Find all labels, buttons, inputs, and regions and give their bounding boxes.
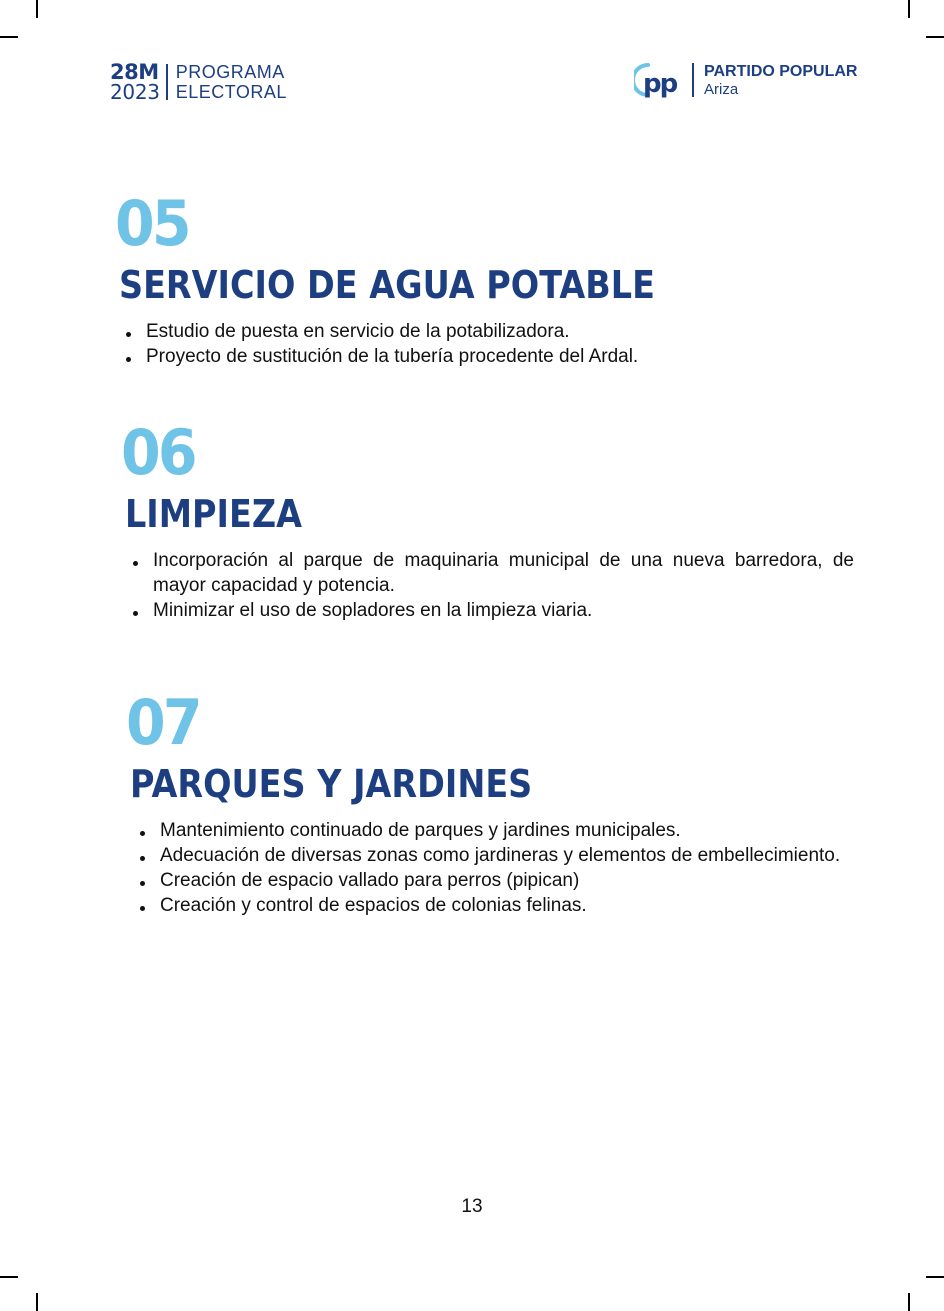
crop-mark <box>926 1276 944 1278</box>
crop-mark <box>36 1293 38 1311</box>
header-divider <box>166 64 168 100</box>
section-water-service <box>115 187 860 369</box>
section-items <box>125 548 854 623</box>
election-header <box>110 62 287 102</box>
party-location: Ariza <box>704 80 739 98</box>
election-date <box>110 62 160 102</box>
section-title: LIMPIEZA <box>125 492 302 536</box>
section-number: 07 <box>126 686 200 759</box>
list-item: Creación y control de espacios de colonias felinas. <box>132 893 860 918</box>
section-items <box>118 319 860 369</box>
crop-mark <box>926 36 944 38</box>
party-header <box>634 60 857 100</box>
list-item: Creación de espacio vallado para perros (pipican) <box>132 868 860 893</box>
crop-mark <box>0 1276 18 1278</box>
pp-logo-icon <box>634 62 686 98</box>
program-label-line2: ELECTORAL <box>175 82 287 102</box>
list-item: Minimizar el uso de sopladores en la limpieza viaria. <box>125 598 854 623</box>
election-date-year: 2023 <box>110 80 160 104</box>
program-label <box>176 62 287 102</box>
svg-text:pp: pp <box>643 69 677 98</box>
section-number: 05 <box>115 187 189 260</box>
section-title: SERVICIO DE AGUA POTABLE <box>119 263 655 307</box>
crop-mark <box>36 0 38 18</box>
crop-mark <box>908 0 910 18</box>
page-number: 13 <box>461 1196 483 1217</box>
election-date-day: 28M <box>110 60 159 84</box>
section-number: 06 <box>121 416 195 489</box>
party-name-block <box>704 63 857 98</box>
list-item: Incorporación al parque de maquinaria municipal de una nueva barredora, de mayor capacidad y potencia. <box>125 548 854 598</box>
crop-mark <box>908 1293 910 1311</box>
list-item: Adecuación de diversas zonas como jardineras y elementos de embellecimiento. <box>132 843 860 868</box>
list-item: Mantenimiento continuado de parques y jardines municipales. <box>132 818 860 843</box>
section-cleaning <box>121 416 854 623</box>
party-name: PARTIDO POPULAR <box>704 62 858 80</box>
party-divider <box>692 63 694 97</box>
section-parks-gardens <box>126 686 860 918</box>
section-items <box>132 818 860 918</box>
crop-mark <box>0 36 18 38</box>
list-item: Estudio de puesta en servicio de la potabilizadora. <box>118 319 860 344</box>
program-label-line1: PROGRAMA <box>175 62 285 82</box>
list-item: Proyecto de sustitución de la tubería procedente del Ardal. <box>118 344 860 369</box>
section-title: PARQUES Y JARDINES <box>130 762 533 806</box>
